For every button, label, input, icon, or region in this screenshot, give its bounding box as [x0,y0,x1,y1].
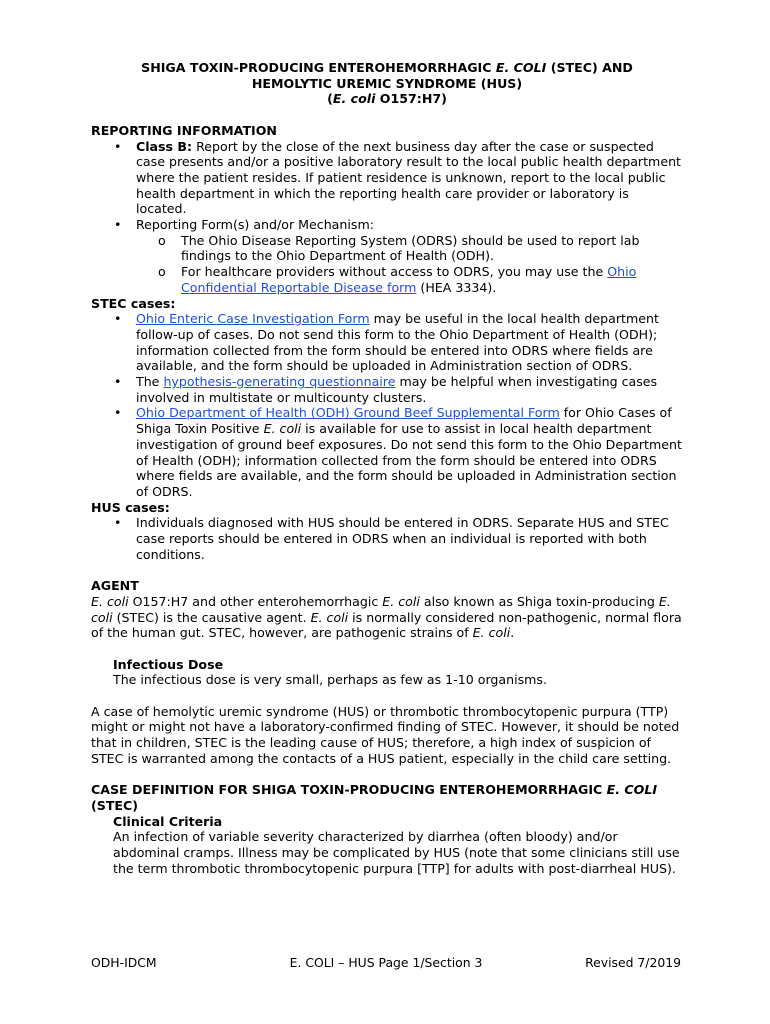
sub-text: For healthcare providers without access to ODRS, you may use the [181,264,608,280]
list-text: is available for use to assist in local health department investigation of ground beef exposures. Do not send this form to the Ohio Department of Health (ODH); information collected from the form should be entered into ODRS where fields are available, and the form should be uploaded in Administration section of ODRS. [136,421,682,499]
text: also known as Shiga toxin-producing [419,593,659,609]
hus-cases-heading: HUS cases: [91,499,170,515]
list-item [91,139,683,218]
clinical-criteria-text: An infection of variable severity characterized by diarrhea (often bloody) and/or abdominal cramps. Illness may be complicated by HUS (note that some clinicians still use the term thrombotic thrombocytopenic purpura [TTP] for adults with post-diarrheal HUS). [113,829,680,876]
footer-center: E. COLI – HUS Page 1/Section 3 [289,955,483,970]
text: is normally considered non-pathogenic, normal flora of the human gut. STEC, however, are pathogenic strains of [91,609,682,641]
title-line-2: HEMOLYTIC UREMIC SYNDROME (HUS) [251,75,523,91]
list-text: The [136,374,164,390]
list-text: may be useful in the local health department follow-up of cases. Do not send this form to the Ohio Department of Health (ODH); information collected from the form should be entered into ODRS where fields are available, and the form should be uploaded in Administration section of ODRS. [136,311,659,374]
reporting-heading: REPORTING INFORMATION [91,122,277,138]
class-b-label: Class B: [136,138,193,154]
list-text: for Ohio Cases of Shiga Toxin Positive [136,405,672,437]
hus-list [91,515,683,562]
italic-text: E. coli [472,625,511,641]
sub-text: (HEA 3334). [416,279,497,295]
title-text: ( [327,91,333,107]
heading-text: CASE DEFINITION FOR SHIGA TOXIN-PRODUCING ENTEROHEMORRHAGIC [91,782,607,798]
italic-text: E. coli [91,593,129,609]
stec-list [91,311,683,499]
stec-cases-heading: STEC cases: [91,295,176,311]
ground-beef-form-link[interactable]: Ohio Department of Health (ODH) Ground Beef Supplemental Form [136,405,560,421]
clinical-criteria-heading: Clinical Criteria [113,813,223,829]
enteric-case-form-link[interactable]: Ohio Enteric Case Investigation Form [136,311,370,327]
sub-list-item [136,264,683,295]
list-item [91,405,683,499]
footer-right: Revised 7/2019 [585,955,681,970]
infectious-dose-text: The infectious dose is very small, perhaps as few as 1-10 organisms. [113,672,547,688]
list-item: • Individuals diagnosed with HUS should be entered in ODRS. Separate HUS and STEC case reports should be entered in ODRS when an individual is reported with both conditions. [91,515,683,562]
text: O157:H7 and other enterohemorrhagic [128,593,383,609]
text: (STEC) is the causative agent. [112,609,311,625]
reporting-list [91,139,683,296]
page-footer [91,955,681,971]
infectious-dose-heading: Infectious Dose [113,656,224,672]
case-definition-heading [91,782,683,813]
list-item [91,311,683,374]
footer-left: ODH-IDCM [91,955,157,970]
sub-list-item: o The Ohio Disease Reporting System (ODRS) should be used to report lab findings to the Ohio Department of Health (ODH). [136,233,683,264]
hypothesis-questionnaire-link[interactable]: hypothesis-generating questionnaire [163,374,396,390]
form-label: Reporting Form(s) and/or Mechanism: [136,217,374,233]
hus-paragraph: A case of hemolytic uremic syndrome (HUS) or thrombotic thrombocytopenic purpura (TTP) might or might not have a laboratory-confirmed finding of STEC. However, it should be noted that in children, STEC is the leading cause of HUS; therefore, a high index of suspicion of STEC is warranted among the contacts of a HUS patient, especially in the child care setting. [91,703,680,766]
list-text: may be helpful when investigating cases involved in multistate or multicounty clusters. [136,374,658,405]
document-title [91,60,683,107]
title-italic: E. coli [332,91,376,107]
agent-paragraph [91,594,683,641]
list-item [91,374,683,405]
italic-text: E. coli [263,421,302,437]
list-item [91,217,683,296]
title-text: SHIGA TOXIN-PRODUCING ENTEROHEMORRHAGIC [141,60,496,75]
document-page [91,60,683,876]
heading-italic: E. COLI [606,782,658,798]
heading-text: (STEC) [91,797,139,813]
title-italic: E. COLI [495,60,547,75]
italic-text: E. coli [310,609,349,625]
sub-list [136,233,683,296]
italic-text: E. coli [91,593,671,625]
title-text: (STEC) AND [546,60,633,75]
title-text: O157:H7) [375,91,447,107]
text: . [510,625,515,641]
agent-heading: AGENT [91,578,139,594]
ohio-confidential-form-link[interactable]: Ohio Confidential Reportable Disease form [181,264,637,295]
class-b-text: Report by the close of the next business day after the case or suspected case presents and/or a positive laboratory result to the local public health department where the patient resides. If patient residence is unknown, report to the local public health department in which the reporting health care provider or laboratory is located. [136,138,681,217]
italic-text: E. coli [382,593,420,609]
